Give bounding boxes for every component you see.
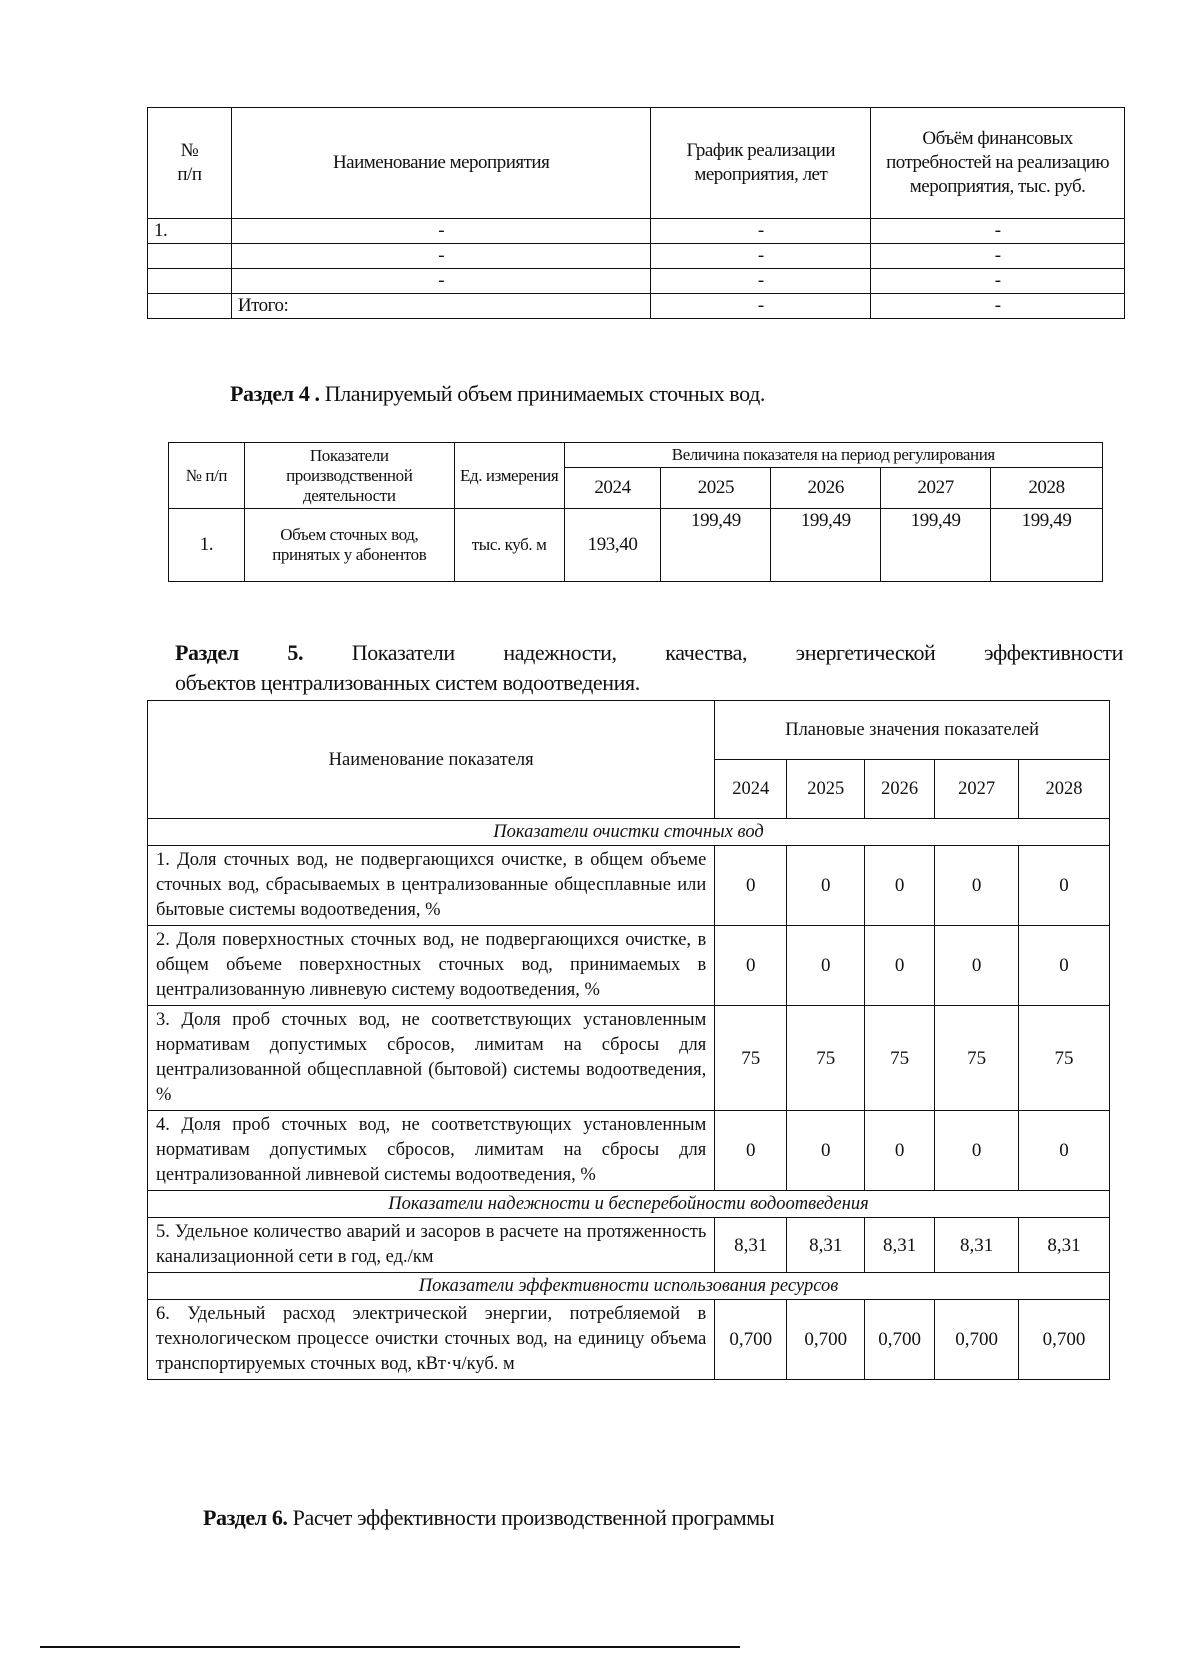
header-planned: Плановые значения показателей bbox=[715, 701, 1110, 760]
year-2028: 2028 bbox=[991, 468, 1103, 509]
year-2027: 2027 bbox=[935, 760, 1019, 819]
section-6-heading bbox=[203, 1505, 774, 1531]
total-row bbox=[148, 294, 1125, 319]
header-indicator: Показатели производственной деятельности bbox=[244, 443, 454, 509]
value-2025: 75 bbox=[787, 1006, 865, 1111]
value-2024: 75 bbox=[715, 1006, 787, 1111]
section-6-label: Раздел 6. bbox=[203, 1505, 288, 1530]
table-row bbox=[148, 1111, 1110, 1191]
indicator-name: 5. Удельное количество аварий и засоров в расчете на протяженность канализационной сети в год, ед./км bbox=[148, 1218, 715, 1273]
row-name: - bbox=[231, 269, 651, 294]
value-2026: 0 bbox=[865, 1111, 935, 1191]
value-2024: 8,31 bbox=[715, 1218, 787, 1273]
header-period: Величина показателя на период регулирования bbox=[564, 443, 1102, 468]
category-row bbox=[148, 1191, 1110, 1218]
table-row bbox=[148, 1006, 1110, 1111]
year-2026: 2026 bbox=[865, 760, 935, 819]
value-2028: 0,700 bbox=[1019, 1300, 1110, 1380]
row-schedule: - bbox=[651, 269, 871, 294]
value-2027: 0 bbox=[935, 926, 1019, 1006]
value-2027: 199,49 bbox=[881, 509, 991, 582]
year-2025: 2025 bbox=[661, 468, 771, 509]
value-2025: 0 bbox=[787, 1111, 865, 1191]
section-5-title-line1: Показатели надежности, качества, энергетической эффективности bbox=[303, 640, 1123, 665]
table-row bbox=[169, 509, 1103, 582]
value-2025: 8,31 bbox=[787, 1218, 865, 1273]
wastewater-volume-table bbox=[168, 442, 1103, 582]
table-header-row bbox=[148, 701, 1110, 760]
row-num bbox=[148, 269, 232, 294]
section-5-line1 bbox=[175, 638, 1123, 668]
section-5-title-line2: объектов централизованных систем водоотведения. bbox=[175, 670, 640, 695]
table-row bbox=[148, 244, 1125, 269]
value-2025: 0 bbox=[787, 926, 865, 1006]
table-row bbox=[148, 1300, 1110, 1380]
header-unit: Ед. измерения bbox=[454, 443, 564, 509]
value-2026: 8,31 bbox=[865, 1218, 935, 1273]
value-2028: 0 bbox=[1019, 846, 1110, 926]
header-name: Наименование мероприятия bbox=[231, 108, 651, 219]
year-2028: 2028 bbox=[1019, 760, 1110, 819]
value-2028: 0 bbox=[1019, 1111, 1110, 1191]
section-6-title: Расчет эффективности производственной программы bbox=[287, 1505, 775, 1530]
footer-divider bbox=[40, 1646, 740, 1648]
header-num: № п/п bbox=[169, 443, 245, 509]
year-2026: 2026 bbox=[771, 468, 881, 509]
row-num bbox=[148, 244, 232, 269]
total-finance: - bbox=[871, 294, 1125, 319]
year-2027: 2027 bbox=[881, 468, 991, 509]
value-2027: 0 bbox=[935, 846, 1019, 926]
measures-table bbox=[147, 107, 1125, 319]
header-finance: Объём финансовых потребностей на реализацию мероприятия, тыс. руб. bbox=[871, 108, 1125, 219]
value-2024: 0 bbox=[715, 846, 787, 926]
table-row bbox=[148, 219, 1125, 244]
section-4-heading bbox=[230, 381, 765, 407]
indicator-name: 3. Доля проб сточных вод, не соответствующих установленным нормативам допустимых сбросов, лимитам на сбросы для централизованной общесплавной (бытовой) системы водоотведения, % bbox=[148, 1006, 715, 1111]
row-num: 1. bbox=[169, 509, 245, 582]
row-finance: - bbox=[871, 269, 1125, 294]
header-schedule: График реализации мероприятия, лет bbox=[651, 108, 871, 219]
total-label: Итого: bbox=[231, 294, 651, 319]
value-2027: 8,31 bbox=[935, 1218, 1019, 1273]
table-header-row bbox=[148, 108, 1125, 219]
value-2024: 0 bbox=[715, 926, 787, 1006]
value-2027: 0,700 bbox=[935, 1300, 1019, 1380]
row-name: - bbox=[231, 244, 651, 269]
year-2024: 2024 bbox=[564, 468, 661, 509]
value-2024: 193,40 bbox=[564, 509, 661, 582]
table-row bbox=[148, 269, 1125, 294]
indicator-name: 6. Удельный расход электрической энергии, потребляемой в технологическом процессе очистки сточных вод, на единицу объема транспортируемых сточных вод, кВт·ч/куб. м bbox=[148, 1300, 715, 1380]
value-2024: 0,700 bbox=[715, 1300, 787, 1380]
value-2026: 0,700 bbox=[865, 1300, 935, 1380]
section-5-label: Раздел 5. bbox=[175, 640, 304, 665]
indicators-table bbox=[147, 700, 1110, 1380]
section-4-title: Планируемый объем принимаемых сточных вод. bbox=[319, 381, 766, 406]
value-2026: 199,49 bbox=[771, 509, 881, 582]
year-2025: 2025 bbox=[787, 760, 865, 819]
table-row bbox=[148, 1218, 1110, 1273]
value-2025: 199,49 bbox=[661, 509, 771, 582]
value-2026: 0 bbox=[865, 926, 935, 1006]
value-2028: 0 bbox=[1019, 926, 1110, 1006]
category-row bbox=[148, 1273, 1110, 1300]
value-2028: 8,31 bbox=[1019, 1218, 1110, 1273]
row-unit: тыс. куб. м bbox=[454, 509, 564, 582]
value-2026: 75 bbox=[865, 1006, 935, 1111]
value-2025: 0,700 bbox=[787, 1300, 865, 1380]
table-row bbox=[148, 926, 1110, 1006]
row-num: 1. bbox=[148, 219, 232, 244]
row-schedule: - bbox=[651, 219, 871, 244]
value-2024: 0 bbox=[715, 1111, 787, 1191]
section-5-heading bbox=[175, 638, 1123, 698]
header-num: № п/п bbox=[148, 108, 232, 219]
value-2028: 199,49 bbox=[991, 509, 1103, 582]
indicator-name: 4. Доля проб сточных вод, не соответствующих установленным нормативам допустимых сбросов, лимитам на сбросы для централизованной ливневой системы водоотведения, % bbox=[148, 1111, 715, 1191]
year-2024: 2024 bbox=[715, 760, 787, 819]
header-name: Наименование показателя bbox=[148, 701, 715, 819]
value-2026: 0 bbox=[865, 846, 935, 926]
section-4-label: Раздел 4 . bbox=[230, 381, 320, 406]
value-2025: 0 bbox=[787, 846, 865, 926]
indicator-name: 2. Доля поверхностных сточных вод, не подвергающихся очистке, в общем объеме поверхностных сточных вод, принимаемых в централизованную ливневую систему водоотведения, % bbox=[148, 926, 715, 1006]
row-indicator: Объем сточных вод, принятых у абонентов bbox=[244, 509, 454, 582]
value-2028: 75 bbox=[1019, 1006, 1110, 1111]
value-2027: 75 bbox=[935, 1006, 1019, 1111]
row-name: - bbox=[231, 219, 651, 244]
total-schedule: - bbox=[651, 294, 871, 319]
table-header-row bbox=[169, 443, 1103, 468]
category-row bbox=[148, 819, 1110, 846]
category-title: Показатели надежности и бесперебойности водоотведения bbox=[148, 1191, 1110, 1218]
indicator-name: 1. Доля сточных вод, не подвергающихся очистке, в общем объеме сточных вод, сбрасываемых в централизованные общесплавные или бытовые системы водоотведения, % bbox=[148, 846, 715, 926]
category-title: Показатели очистки сточных вод bbox=[148, 819, 1110, 846]
total-num bbox=[148, 294, 232, 319]
row-finance: - bbox=[871, 219, 1125, 244]
table-row bbox=[148, 846, 1110, 926]
row-schedule: - bbox=[651, 244, 871, 269]
value-2027: 0 bbox=[935, 1111, 1019, 1191]
category-title: Показатели эффективности использования ресурсов bbox=[148, 1273, 1110, 1300]
row-finance: - bbox=[871, 244, 1125, 269]
